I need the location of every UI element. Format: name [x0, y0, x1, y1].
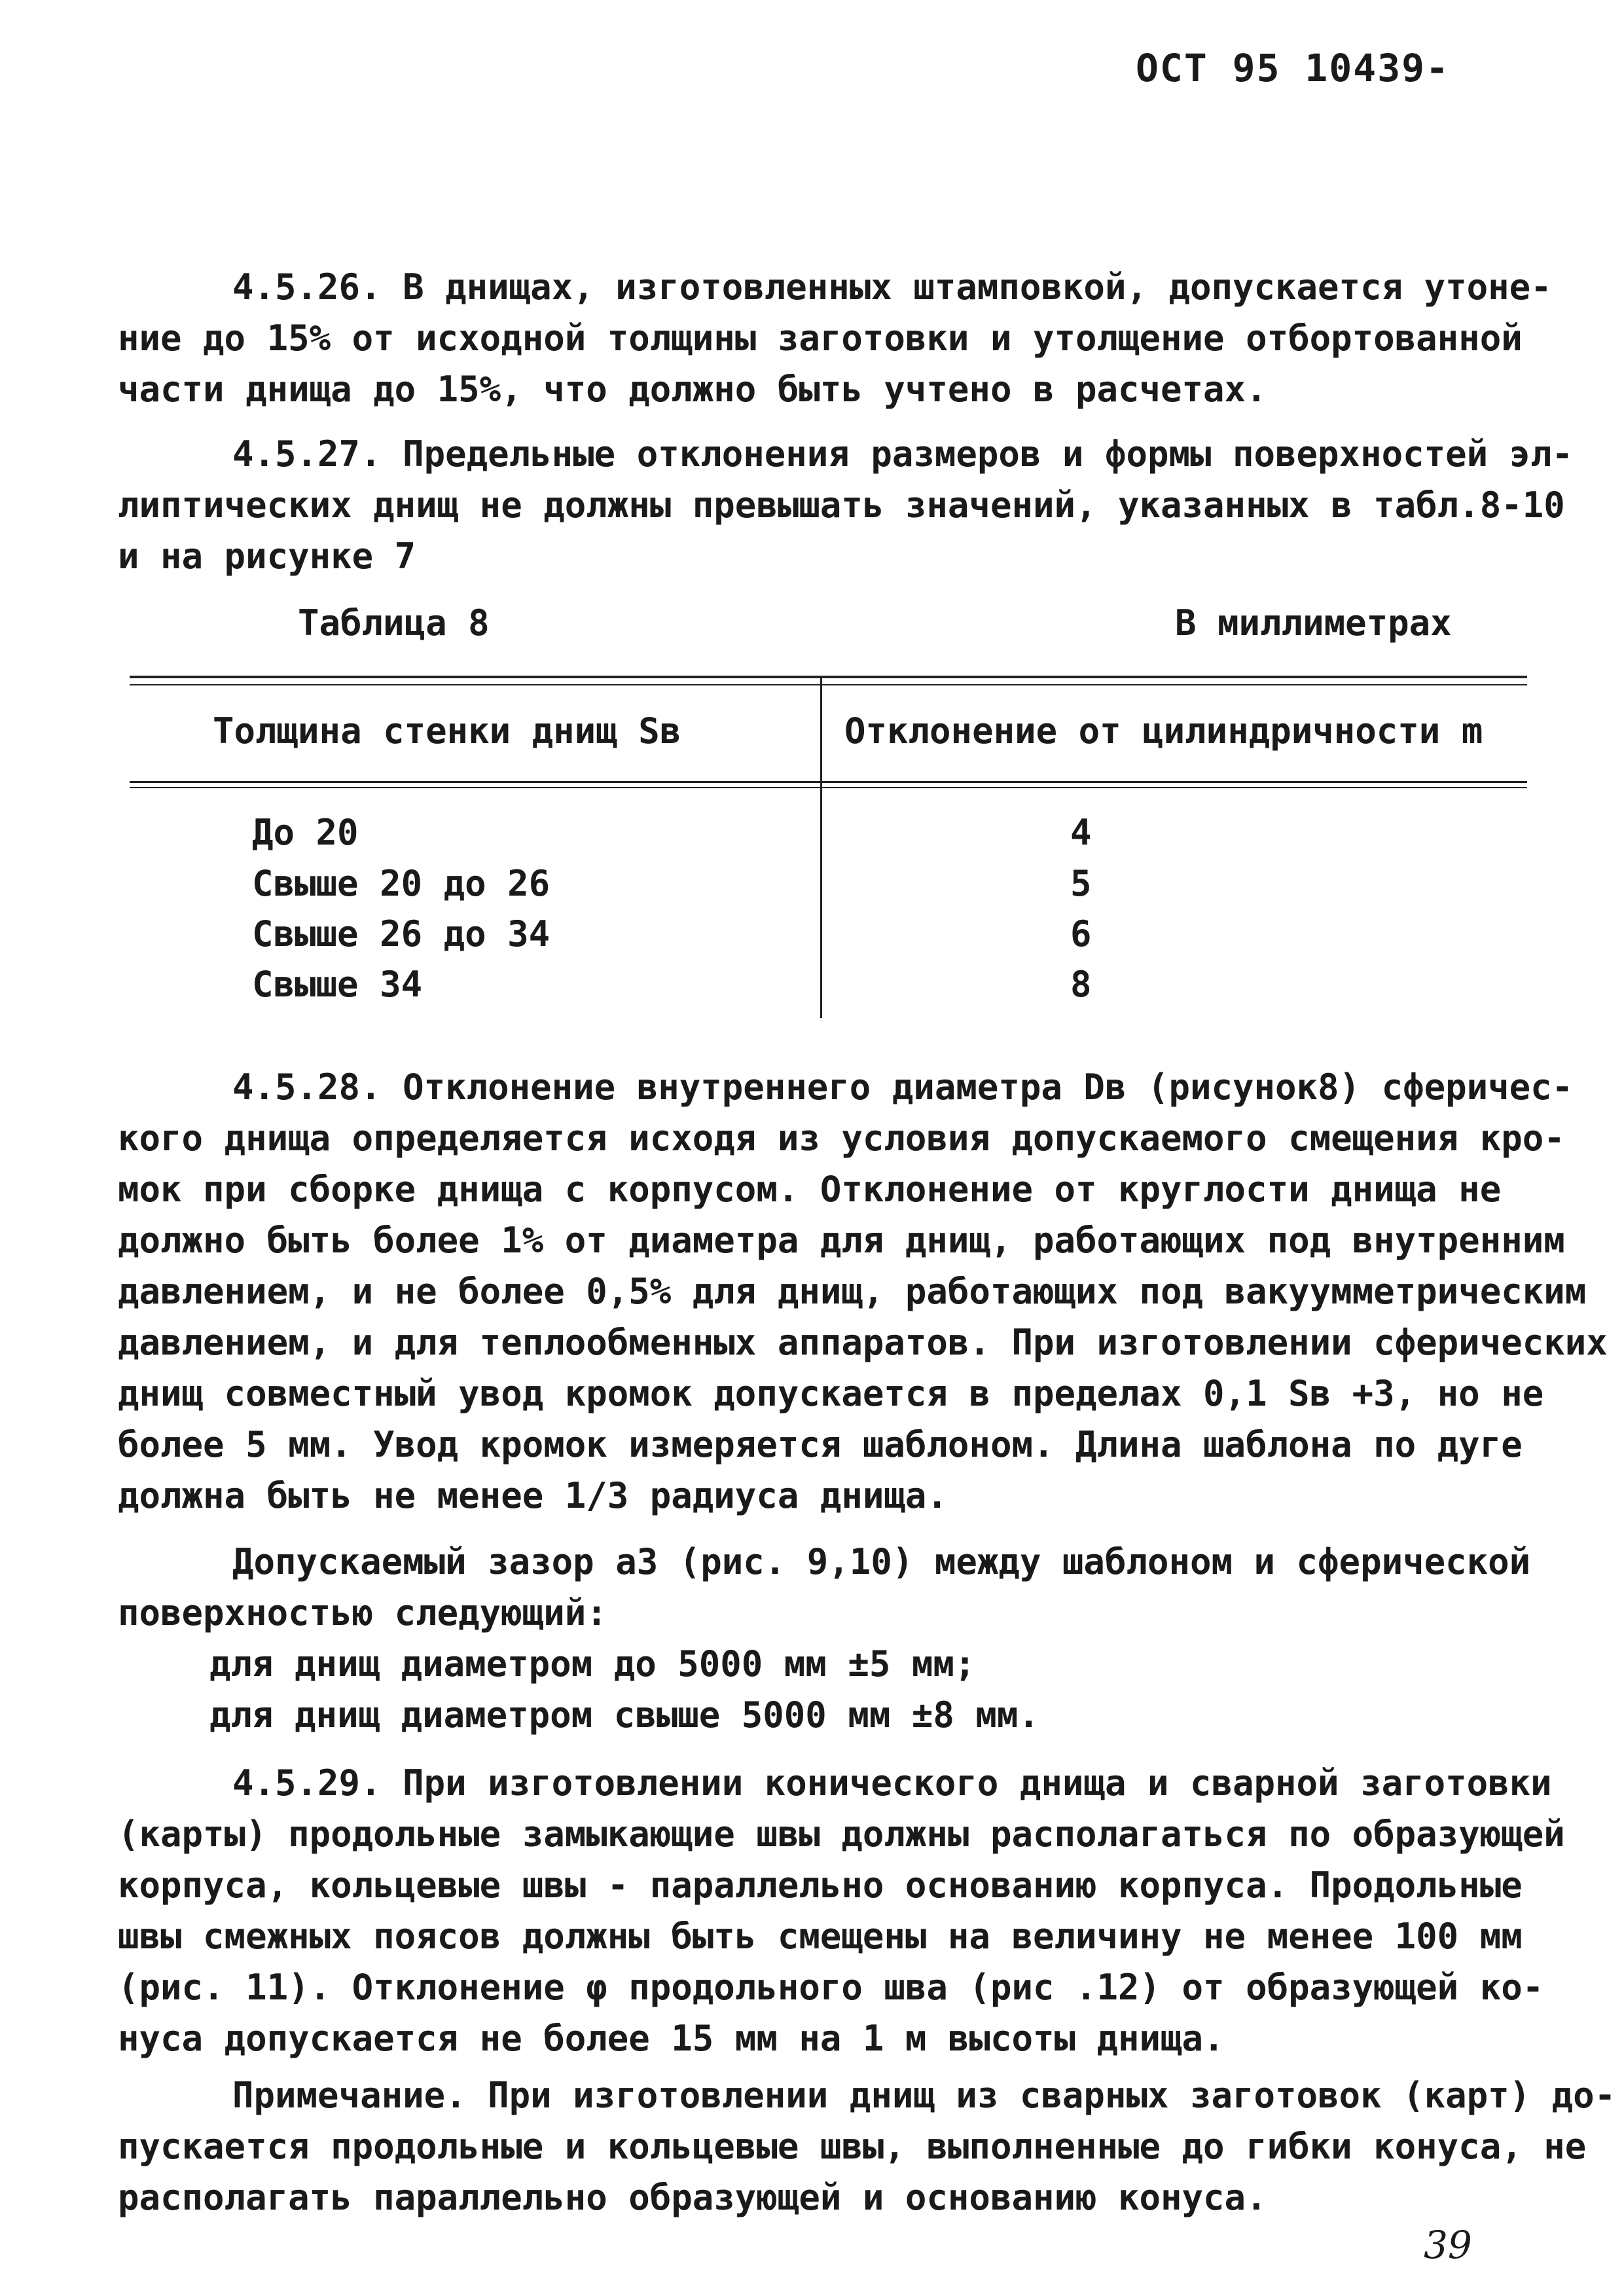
- table-caption: Таблица 8: [298, 602, 490, 644]
- table-cell-deviation: 8: [1070, 964, 1092, 1005]
- paragraph-line: должна быть не менее 1/3 радиуса днища.: [118, 1475, 948, 1516]
- table-header-rule: [130, 781, 1527, 783]
- table-header-deviation: Отклонение от цилиндричности m: [844, 710, 1483, 752]
- table-header-rule: [130, 787, 1527, 788]
- table-units: В миллиметрах: [1175, 602, 1452, 644]
- table-column-divider: [820, 678, 822, 1018]
- paragraph-line: корпуса, кольцевые швы - параллельно основанию корпуса. Продольные: [118, 1865, 1523, 1906]
- table-cell-deviation: 4: [1070, 812, 1092, 853]
- table-header-thickness: Толщина стенки днищ Sв: [213, 710, 681, 752]
- paragraph-line: поверхностью следующий:: [118, 1592, 607, 1633]
- paragraph-4-5-27: [118, 429, 1574, 582]
- table-cell-thickness: Свыше 26 до 34: [252, 913, 550, 955]
- paragraph-line: 4.5.28. Отклонение внутреннего диаметра Dв (рисунок8) сферичес-: [232, 1066, 1574, 1108]
- paragraph-line: пускается продольные и кольцевые швы, выполненные до гибки конуса, не: [118, 2126, 1587, 2167]
- paragraph-line: давлением, и не более 0,5% для днищ, работающих под вакуумметрическим: [118, 1271, 1587, 1312]
- paragraph-line: 4.5.26. В днищах, изготовленных штамповкой, допускается утоне-: [232, 266, 1552, 308]
- paragraph-line: Примечание. При изготовлении днищ из сварных заготовок (карт) до-: [232, 2075, 1616, 2116]
- table-cell-deviation: 6: [1070, 913, 1092, 955]
- paragraph-4-5-29: [118, 1758, 1565, 2064]
- paragraph-line: располагать параллельно образующей и основанию конуса.: [118, 2177, 1267, 2218]
- paragraph-line: давлением, и для теплообменных аппаратов. При изготовлении сферических: [118, 1322, 1608, 1363]
- paragraph-line: 4.5.29. При изготовлении конического днища и сварной заготовки: [232, 1762, 1552, 1804]
- paragraph-line: и на рисунке 7: [118, 536, 416, 577]
- paragraph-line: должно быть более 1% от диаметра для днищ, работающих под внутренним: [118, 1220, 1565, 1261]
- paragraph-4-5-26: [118, 262, 1552, 415]
- paragraph-line: 4.5.27. Предельные отклонения размеров и формы поверхностей эл-: [232, 433, 1574, 475]
- paragraph-line: мок при сборке днища с корпусом. Отклонение от круглости днища не: [118, 1169, 1502, 1210]
- list-item: для днищ диаметром свыше 5000 мм ±8 мм.: [209, 1694, 1039, 1736]
- paragraph-line: Допускаемый зазор а3 (рис. 9,10) между шаблоном и сферической: [232, 1541, 1531, 1582]
- paragraph-line: более 5 мм. Увод кромок измеряется шаблоном. Длина шаблона по дуге: [118, 1424, 1523, 1465]
- paragraph-line: липтических днищ не должны превышать значений, указанных в табл.8-10: [118, 484, 1565, 526]
- paragraph-line: (рис. 11). Отклонение φ продольного шва (рис .12) от образующей ко-: [118, 1967, 1544, 2008]
- paragraph-line: ние до 15% от исходной толщины заготовки и утолщение отбортованной: [118, 318, 1523, 359]
- paragraph-allowed-gap: [118, 1537, 1531, 1741]
- paragraph-line: кого днища определяется исходя из условия допускаемого смещения кро-: [118, 1118, 1565, 1159]
- table-cell-thickness: Свыше 34: [252, 964, 423, 1005]
- paragraph-line: швы смежных поясов должны быть смещены на величину не менее 100 мм: [118, 1916, 1523, 1957]
- document-code: ОСТ 95 10439-: [1136, 46, 1450, 90]
- table-top-rule: [130, 676, 1527, 678]
- paragraph-line: днищ совместный увод кромок допускается в пределах 0,1 Sв +3, но не: [118, 1373, 1544, 1414]
- table-cell-thickness: Свыше 20 до 26: [252, 863, 550, 904]
- paragraph-line: части днища до 15%, что должно быть учтено в расчетах.: [118, 369, 1267, 410]
- table-cell-thickness: До 20: [252, 812, 359, 853]
- paragraph-note: [118, 2070, 1616, 2223]
- table-cell-deviation: 5: [1070, 863, 1092, 904]
- list-item: для днищ диаметром до 5000 мм ±5 мм;: [209, 1643, 976, 1685]
- paragraph-line: нуса допускается не более 15 мм на 1 м высоты днища.: [118, 2018, 1225, 2059]
- page-number: 39: [1424, 2223, 1472, 2267]
- table-top-rule: [130, 684, 1527, 685]
- paragraph-line: (карты) продольные замыкающие швы должны располагаться по образующей: [118, 1813, 1565, 1855]
- paragraph-4-5-28: [118, 1062, 1608, 1522]
